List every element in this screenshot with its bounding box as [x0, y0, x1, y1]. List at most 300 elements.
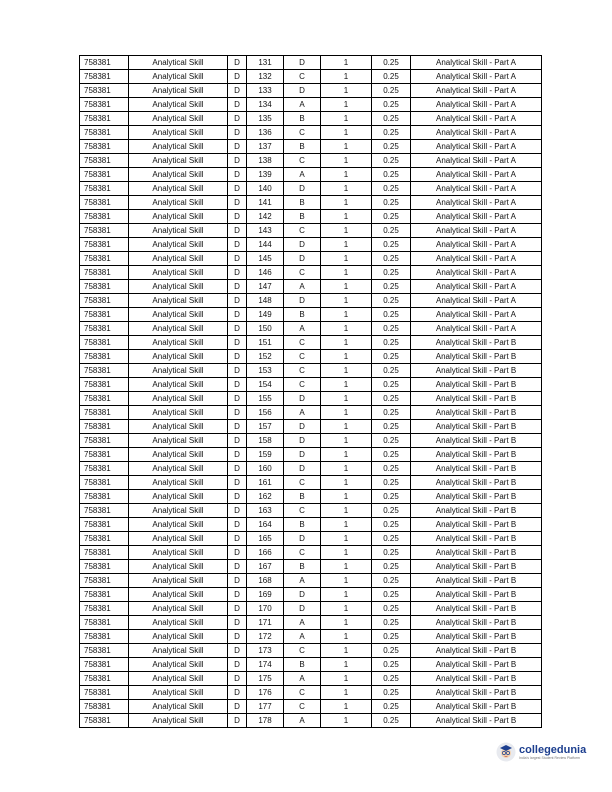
table-row	[80, 224, 542, 238]
answer-cell: B	[284, 140, 321, 154]
table-row	[80, 168, 542, 182]
table-row	[80, 448, 542, 462]
paper-code-cell: 758381	[80, 392, 129, 406]
subject-cell: Analytical Skill	[129, 364, 228, 378]
section-cell: Analytical Skill - Part A	[411, 308, 542, 322]
marks-cell: 1	[321, 308, 372, 322]
set-cell: D	[228, 350, 247, 364]
answer-cell: C	[284, 266, 321, 280]
marks-cell: 1	[321, 560, 372, 574]
answer-cell: A	[284, 322, 321, 336]
marks-cell: 1	[321, 168, 372, 182]
marks-cell: 1	[321, 56, 372, 70]
question-number-cell: 133	[247, 84, 284, 98]
question-number-cell: 141	[247, 196, 284, 210]
answer-cell: C	[284, 546, 321, 560]
paper-code-cell: 758381	[80, 574, 129, 588]
question-number-cell: 140	[247, 182, 284, 196]
paper-code-cell: 758381	[80, 434, 129, 448]
marks-cell: 1	[321, 700, 372, 714]
question-number-cell: 170	[247, 602, 284, 616]
subject-cell: Analytical Skill	[129, 112, 228, 126]
section-cell: Analytical Skill - Part B	[411, 406, 542, 420]
answer-cell: B	[284, 308, 321, 322]
paper-code-cell: 758381	[80, 336, 129, 350]
negative-marks-cell: 0.25	[372, 476, 411, 490]
marks-cell: 1	[321, 686, 372, 700]
negative-marks-cell: 0.25	[372, 140, 411, 154]
negative-marks-cell: 0.25	[372, 672, 411, 686]
section-cell: Analytical Skill - Part A	[411, 84, 542, 98]
answer-cell: D	[284, 238, 321, 252]
subject-cell: Analytical Skill	[129, 588, 228, 602]
negative-marks-cell: 0.25	[372, 56, 411, 70]
question-number-cell: 153	[247, 364, 284, 378]
set-cell: D	[228, 266, 247, 280]
set-cell: D	[228, 70, 247, 84]
subject-cell: Analytical Skill	[129, 322, 228, 336]
section-cell: Analytical Skill - Part B	[411, 672, 542, 686]
paper-code-cell: 758381	[80, 56, 129, 70]
marks-cell: 1	[321, 322, 372, 336]
question-number-cell: 139	[247, 168, 284, 182]
question-number-cell: 132	[247, 70, 284, 84]
negative-marks-cell: 0.25	[372, 448, 411, 462]
answer-cell: B	[284, 490, 321, 504]
marks-cell: 1	[321, 154, 372, 168]
subject-cell: Analytical Skill	[129, 378, 228, 392]
set-cell: D	[228, 154, 247, 168]
answer-cell: C	[284, 504, 321, 518]
section-cell: Analytical Skill - Part B	[411, 602, 542, 616]
set-cell: D	[228, 126, 247, 140]
answer-cell: D	[284, 434, 321, 448]
question-number-cell: 159	[247, 448, 284, 462]
marks-cell: 1	[321, 644, 372, 658]
collegedunia-brand	[496, 742, 586, 762]
negative-marks-cell: 0.25	[372, 196, 411, 210]
marks-cell: 1	[321, 448, 372, 462]
table-row	[80, 630, 542, 644]
subject-cell: Analytical Skill	[129, 616, 228, 630]
set-cell: D	[228, 504, 247, 518]
section-cell: Analytical Skill - Part B	[411, 560, 542, 574]
set-cell: D	[228, 434, 247, 448]
set-cell: D	[228, 84, 247, 98]
paper-code-cell: 758381	[80, 280, 129, 294]
subject-cell: Analytical Skill	[129, 210, 228, 224]
paper-code-cell: 758381	[80, 308, 129, 322]
negative-marks-cell: 0.25	[372, 644, 411, 658]
subject-cell: Analytical Skill	[129, 630, 228, 644]
answer-cell: B	[284, 210, 321, 224]
paper-code-cell: 758381	[80, 504, 129, 518]
set-cell: D	[228, 714, 247, 728]
section-cell: Analytical Skill - Part B	[411, 714, 542, 728]
negative-marks-cell: 0.25	[372, 364, 411, 378]
negative-marks-cell: 0.25	[372, 350, 411, 364]
subject-cell: Analytical Skill	[129, 574, 228, 588]
question-number-cell: 142	[247, 210, 284, 224]
answer-cell: A	[284, 280, 321, 294]
negative-marks-cell: 0.25	[372, 84, 411, 98]
paper-code-cell: 758381	[80, 686, 129, 700]
set-cell: D	[228, 294, 247, 308]
answer-cell: C	[284, 378, 321, 392]
paper-code-cell: 758381	[80, 462, 129, 476]
question-number-cell: 150	[247, 322, 284, 336]
answer-cell: A	[284, 574, 321, 588]
answer-key-table-body	[80, 56, 542, 728]
negative-marks-cell: 0.25	[372, 602, 411, 616]
paper-code-cell: 758381	[80, 448, 129, 462]
negative-marks-cell: 0.25	[372, 560, 411, 574]
set-cell: D	[228, 616, 247, 630]
section-cell: Analytical Skill - Part B	[411, 448, 542, 462]
question-number-cell: 131	[247, 56, 284, 70]
section-cell: Analytical Skill - Part B	[411, 686, 542, 700]
negative-marks-cell: 0.25	[372, 322, 411, 336]
paper-code-cell: 758381	[80, 672, 129, 686]
paper-code-cell: 758381	[80, 210, 129, 224]
answer-cell: C	[284, 350, 321, 364]
table-row	[80, 420, 542, 434]
paper-code-cell: 758381	[80, 154, 129, 168]
question-number-cell: 175	[247, 672, 284, 686]
answer-cell: C	[284, 126, 321, 140]
question-number-cell: 161	[247, 476, 284, 490]
table-row	[80, 350, 542, 364]
set-cell: D	[228, 280, 247, 294]
subject-cell: Analytical Skill	[129, 546, 228, 560]
set-cell: D	[228, 420, 247, 434]
set-cell: D	[228, 378, 247, 392]
table-row	[80, 700, 542, 714]
subject-cell: Analytical Skill	[129, 448, 228, 462]
marks-cell: 1	[321, 490, 372, 504]
section-cell: Analytical Skill - Part B	[411, 574, 542, 588]
negative-marks-cell: 0.25	[372, 252, 411, 266]
set-cell: D	[228, 252, 247, 266]
subject-cell: Analytical Skill	[129, 560, 228, 574]
answer-cell: B	[284, 658, 321, 672]
negative-marks-cell: 0.25	[372, 700, 411, 714]
answer-cell: D	[284, 448, 321, 462]
set-cell: D	[228, 490, 247, 504]
paper-code-cell: 758381	[80, 84, 129, 98]
question-number-cell: 148	[247, 294, 284, 308]
set-cell: D	[228, 602, 247, 616]
paper-code-cell: 758381	[80, 168, 129, 182]
table-row	[80, 434, 542, 448]
negative-marks-cell: 0.25	[372, 406, 411, 420]
negative-marks-cell: 0.25	[372, 504, 411, 518]
question-number-cell: 137	[247, 140, 284, 154]
question-number-cell: 176	[247, 686, 284, 700]
question-number-cell: 164	[247, 518, 284, 532]
negative-marks-cell: 0.25	[372, 392, 411, 406]
set-cell: D	[228, 182, 247, 196]
section-cell: Analytical Skill - Part A	[411, 56, 542, 70]
subject-cell: Analytical Skill	[129, 462, 228, 476]
answer-cell: C	[284, 700, 321, 714]
question-number-cell: 177	[247, 700, 284, 714]
question-number-cell: 151	[247, 336, 284, 350]
table-row	[80, 154, 542, 168]
marks-cell: 1	[321, 602, 372, 616]
paper-code-cell: 758381	[80, 112, 129, 126]
set-cell: D	[228, 658, 247, 672]
paper-code-cell: 758381	[80, 294, 129, 308]
answer-cell: B	[284, 518, 321, 532]
table-row	[80, 658, 542, 672]
paper-code-cell: 758381	[80, 490, 129, 504]
set-cell: D	[228, 462, 247, 476]
negative-marks-cell: 0.25	[372, 378, 411, 392]
answer-cell: B	[284, 560, 321, 574]
table-row	[80, 336, 542, 350]
set-cell: D	[228, 392, 247, 406]
section-cell: Analytical Skill - Part A	[411, 224, 542, 238]
question-number-cell: 135	[247, 112, 284, 126]
subject-cell: Analytical Skill	[129, 182, 228, 196]
subject-cell: Analytical Skill	[129, 350, 228, 364]
negative-marks-cell: 0.25	[372, 588, 411, 602]
answer-cell: C	[284, 686, 321, 700]
subject-cell: Analytical Skill	[129, 224, 228, 238]
section-cell: Analytical Skill - Part B	[411, 546, 542, 560]
table-row	[80, 210, 542, 224]
answer-cell: C	[284, 336, 321, 350]
marks-cell: 1	[321, 420, 372, 434]
negative-marks-cell: 0.25	[372, 336, 411, 350]
subject-cell: Analytical Skill	[129, 266, 228, 280]
paper-code-cell: 758381	[80, 700, 129, 714]
section-cell: Analytical Skill - Part A	[411, 196, 542, 210]
marks-cell: 1	[321, 140, 372, 154]
negative-marks-cell: 0.25	[372, 224, 411, 238]
negative-marks-cell: 0.25	[372, 210, 411, 224]
section-cell: Analytical Skill - Part A	[411, 168, 542, 182]
question-number-cell: 136	[247, 126, 284, 140]
marks-cell: 1	[321, 210, 372, 224]
marks-cell: 1	[321, 70, 372, 84]
marks-cell: 1	[321, 406, 372, 420]
section-cell: Analytical Skill - Part B	[411, 336, 542, 350]
answer-cell: C	[284, 224, 321, 238]
answer-cell: D	[284, 84, 321, 98]
paper-code-cell: 758381	[80, 546, 129, 560]
section-cell: Analytical Skill - Part B	[411, 462, 542, 476]
paper-code-cell: 758381	[80, 238, 129, 252]
negative-marks-cell: 0.25	[372, 98, 411, 112]
section-cell: Analytical Skill - Part B	[411, 532, 542, 546]
answer-cell: D	[284, 462, 321, 476]
section-cell: Analytical Skill - Part A	[411, 322, 542, 336]
paper-code-cell: 758381	[80, 140, 129, 154]
table-row	[80, 112, 542, 126]
subject-cell: Analytical Skill	[129, 238, 228, 252]
table-row	[80, 126, 542, 140]
subject-cell: Analytical Skill	[129, 140, 228, 154]
brand-name: collegedunia	[519, 743, 587, 756]
question-number-cell: 138	[247, 154, 284, 168]
marks-cell: 1	[321, 280, 372, 294]
section-cell: Analytical Skill - Part B	[411, 476, 542, 490]
question-number-cell: 171	[247, 616, 284, 630]
question-number-cell: 172	[247, 630, 284, 644]
table-row	[80, 294, 542, 308]
negative-marks-cell: 0.25	[372, 266, 411, 280]
paper-code-cell: 758381	[80, 252, 129, 266]
answer-cell: C	[284, 476, 321, 490]
marks-cell: 1	[321, 238, 372, 252]
set-cell: D	[228, 140, 247, 154]
brand-tagline: India's largest Student Review Platform	[519, 755, 580, 760]
table-row	[80, 84, 542, 98]
set-cell: D	[228, 112, 247, 126]
answer-key-table	[79, 55, 542, 728]
marks-cell: 1	[321, 574, 372, 588]
answer-cell: D	[284, 56, 321, 70]
section-cell: Analytical Skill - Part B	[411, 490, 542, 504]
table-row	[80, 266, 542, 280]
answer-cell: C	[284, 364, 321, 378]
section-cell: Analytical Skill - Part B	[411, 616, 542, 630]
table-row	[80, 616, 542, 630]
paper-code-cell: 758381	[80, 182, 129, 196]
question-number-cell: 154	[247, 378, 284, 392]
paper-code-cell: 758381	[80, 378, 129, 392]
marks-cell: 1	[321, 714, 372, 728]
graduate-mascot-icon	[496, 742, 516, 762]
table-row	[80, 322, 542, 336]
question-number-cell: 152	[247, 350, 284, 364]
question-number-cell: 149	[247, 308, 284, 322]
table-row	[80, 588, 542, 602]
marks-cell: 1	[321, 616, 372, 630]
negative-marks-cell: 0.25	[372, 686, 411, 700]
set-cell: D	[228, 224, 247, 238]
marks-cell: 1	[321, 434, 372, 448]
subject-cell: Analytical Skill	[129, 392, 228, 406]
set-cell: D	[228, 532, 247, 546]
answer-cell: A	[284, 168, 321, 182]
table-row	[80, 546, 542, 560]
paper-code-cell: 758381	[80, 518, 129, 532]
answer-cell: A	[284, 406, 321, 420]
paper-code-cell: 758381	[80, 588, 129, 602]
answer-cell: A	[284, 672, 321, 686]
marks-cell: 1	[321, 672, 372, 686]
marks-cell: 1	[321, 518, 372, 532]
negative-marks-cell: 0.25	[372, 70, 411, 84]
marks-cell: 1	[321, 462, 372, 476]
paper-code-cell: 758381	[80, 350, 129, 364]
table-row	[80, 70, 542, 84]
negative-marks-cell: 0.25	[372, 490, 411, 504]
question-number-cell: 157	[247, 420, 284, 434]
paper-code-cell: 758381	[80, 70, 129, 84]
section-cell: Analytical Skill - Part B	[411, 364, 542, 378]
paper-code-cell: 758381	[80, 420, 129, 434]
negative-marks-cell: 0.25	[372, 462, 411, 476]
paper-code-cell: 758381	[80, 532, 129, 546]
set-cell: D	[228, 364, 247, 378]
question-number-cell: 134	[247, 98, 284, 112]
table-row	[80, 560, 542, 574]
negative-marks-cell: 0.25	[372, 294, 411, 308]
marks-cell: 1	[321, 112, 372, 126]
set-cell: D	[228, 588, 247, 602]
subject-cell: Analytical Skill	[129, 406, 228, 420]
subject-cell: Analytical Skill	[129, 644, 228, 658]
negative-marks-cell: 0.25	[372, 532, 411, 546]
section-cell: Analytical Skill - Part A	[411, 210, 542, 224]
answer-cell: B	[284, 112, 321, 126]
question-number-cell: 155	[247, 392, 284, 406]
section-cell: Analytical Skill - Part A	[411, 98, 542, 112]
subject-cell: Analytical Skill	[129, 196, 228, 210]
set-cell: D	[228, 238, 247, 252]
paper-code-cell: 758381	[80, 644, 129, 658]
answer-cell: A	[284, 714, 321, 728]
table-row	[80, 462, 542, 476]
section-cell: Analytical Skill - Part A	[411, 126, 542, 140]
answer-cell: D	[284, 420, 321, 434]
paper-code-cell: 758381	[80, 616, 129, 630]
table-row	[80, 280, 542, 294]
set-cell: D	[228, 476, 247, 490]
paper-code-cell: 758381	[80, 658, 129, 672]
subject-cell: Analytical Skill	[129, 56, 228, 70]
table-row	[80, 238, 542, 252]
subject-cell: Analytical Skill	[129, 672, 228, 686]
table-row	[80, 532, 542, 546]
negative-marks-cell: 0.25	[372, 420, 411, 434]
negative-marks-cell: 0.25	[372, 574, 411, 588]
subject-cell: Analytical Skill	[129, 70, 228, 84]
section-cell: Analytical Skill - Part B	[411, 350, 542, 364]
subject-cell: Analytical Skill	[129, 602, 228, 616]
paper-code-cell: 758381	[80, 98, 129, 112]
subject-cell: Analytical Skill	[129, 476, 228, 490]
brand-text	[519, 744, 586, 761]
table-row	[80, 392, 542, 406]
question-number-cell: 145	[247, 252, 284, 266]
negative-marks-cell: 0.25	[372, 616, 411, 630]
question-number-cell: 166	[247, 546, 284, 560]
question-number-cell: 162	[247, 490, 284, 504]
answer-cell: D	[284, 392, 321, 406]
section-cell: Analytical Skill - Part A	[411, 182, 542, 196]
negative-marks-cell: 0.25	[372, 154, 411, 168]
section-cell: Analytical Skill - Part A	[411, 266, 542, 280]
subject-cell: Analytical Skill	[129, 714, 228, 728]
answer-cell: D	[284, 588, 321, 602]
paper-code-cell: 758381	[80, 602, 129, 616]
marks-cell: 1	[321, 252, 372, 266]
marks-cell: 1	[321, 546, 372, 560]
negative-marks-cell: 0.25	[372, 126, 411, 140]
answer-cell: A	[284, 98, 321, 112]
negative-marks-cell: 0.25	[372, 280, 411, 294]
set-cell: D	[228, 448, 247, 462]
subject-cell: Analytical Skill	[129, 434, 228, 448]
question-number-cell: 143	[247, 224, 284, 238]
marks-cell: 1	[321, 532, 372, 546]
question-number-cell: 160	[247, 462, 284, 476]
